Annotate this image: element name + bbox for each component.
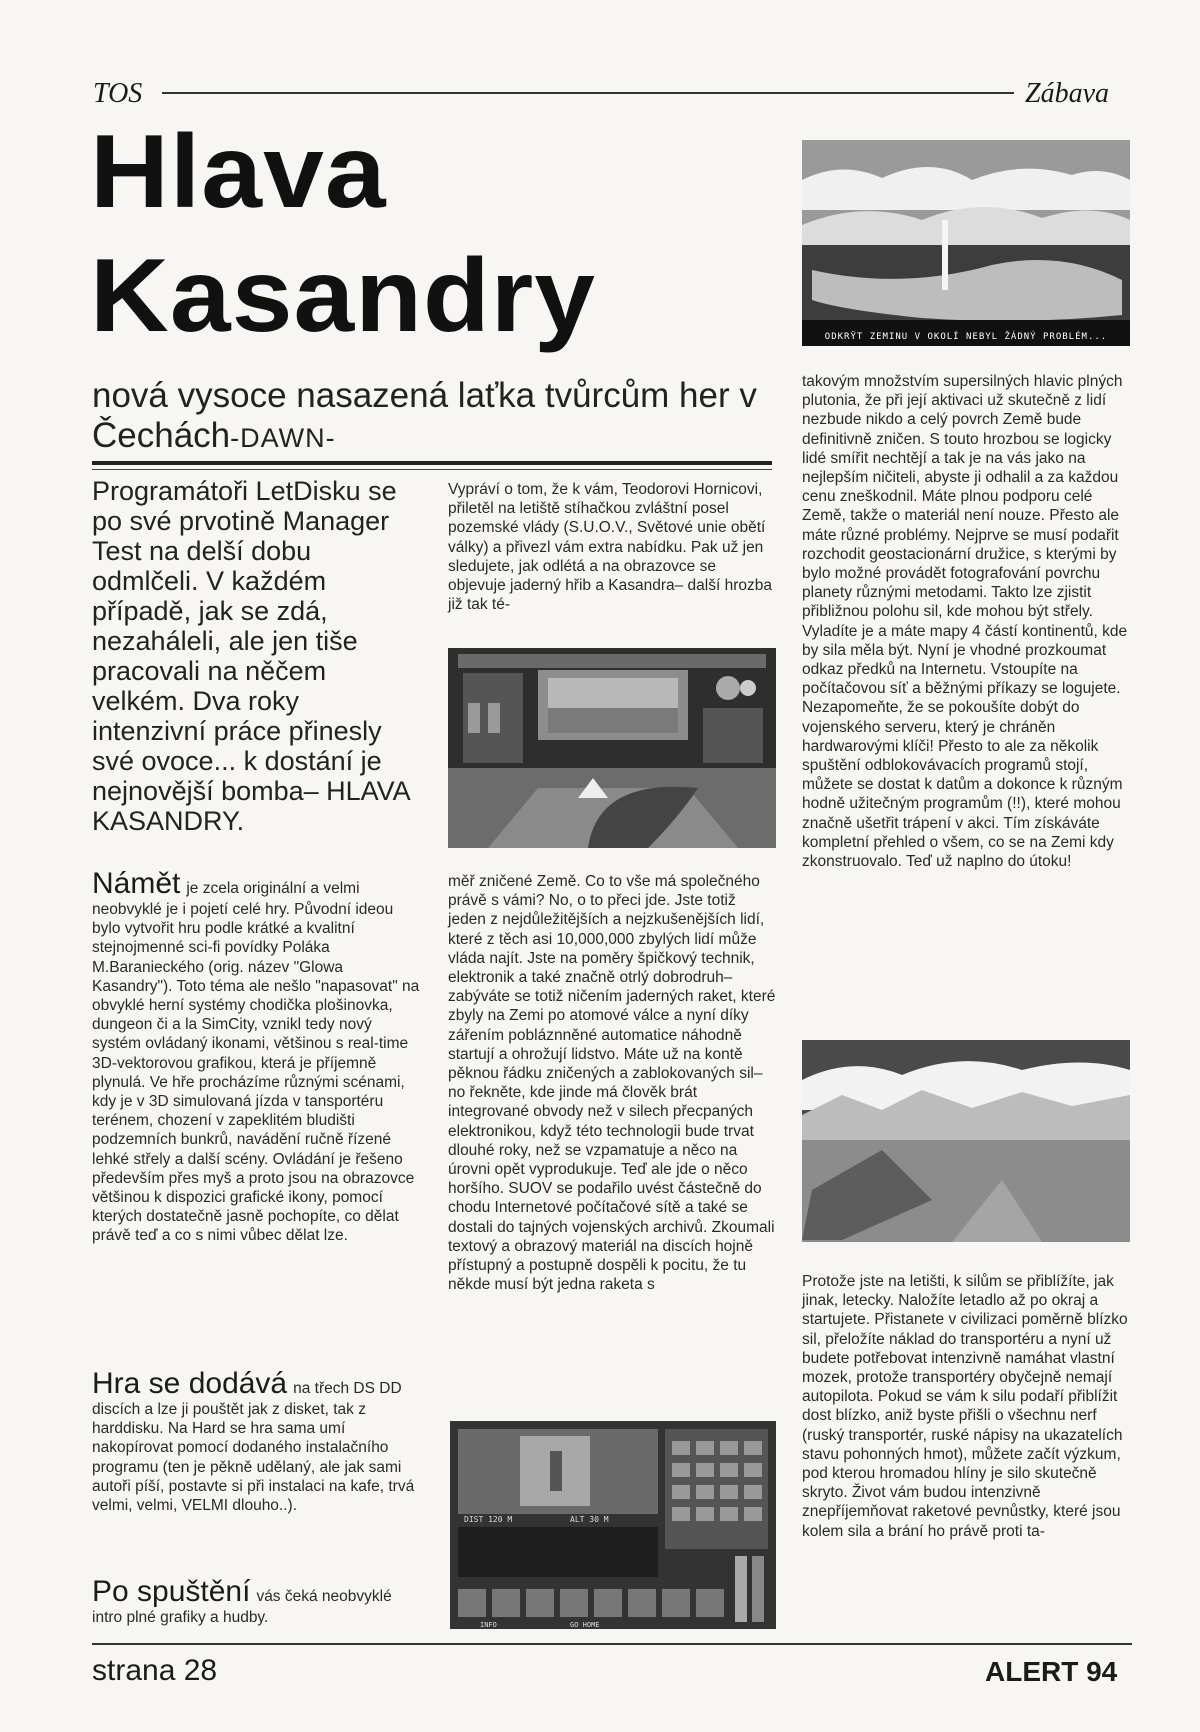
- article-title-line-2: Kasandry: [90, 238, 597, 354]
- footer-rule: [92, 1643, 1132, 1645]
- article-subtitle: [92, 376, 772, 458]
- landscape-illustration: [802, 140, 1130, 346]
- article-title-line-1: Hlava: [90, 114, 387, 230]
- transporter-panel-illustration: [450, 1421, 776, 1629]
- column-3-paragraph-1: takovým množstvím supersilných hlavic plných plutonia, že při její aktivaci už skutečně z lidí nezbude nikdo a celý povrch Země bude definitivně zničen. S touto hrozbou se logicky lidé smířit nechtějí a tak je na vás jako na nejlepším ničiteli, abyste ji odhalil a za každou cenu zneškodnil. Máte plnou podporu celé Země, takže o materiál není nouze. Přesto ale máte různé problémy. Nejprve se musí podařit rozchodit geostacionární družice, s kterými by bylo možné provádět fotografování povrchu planety různými metodami. Takto lze zjistit přibližnou polohu sil, kde mohou být střely. Vyladíte je a máte mapy 4 částí kontinentů, kde by sila měla být. Nyní je vhodné prozkoumat odkaz předků na Internetu. Vstoupíte na počítačovou síť a běžnými příkazy se logujete. Nezapomeňte, že se pokoušíte dobýt do vojenského serveru, který je chráněn hardwarovými klíči! Přesto to ale za několik spuštění odblokovávacích programů stojí, můžete se dostat k datům a dokonce k různým hodně užitečným programům (!!), které mohou značně ušetřit trápení v akci. Tím získáváte kompletní přehled o všem, co se na Zemi kdy zkonstruovalo. Teď už naplno do útoku!: [802, 373, 1128, 871]
- terrain-illustration: [802, 1040, 1130, 1242]
- subtitle-rule-thin: [92, 469, 772, 470]
- column-3-paragraph-2: Protože jste na letišti, k silům se přiblížíte, jak jinak, letecky. Naložíte letadlo až po okraj a startujete. Přistanete v civilizaci poměrně blízko sil, přeložíte náklad do transportéru a nyní už budete potřebovat intenzivně namáhat vlastní mozek, protože transportéry obyčejně nemají autopilota. Pokud se vám k silu podaří přiblížit dost blízko, aniž byste přišli o všechnu nerf (ruský transportér, ruské nápisy na ukazatelích stavu pohonných hmot), můžete začít výzkum, pod kterou hromadou hlíny je silo skutečně skryto. Život vám budou intenzivně znepříjemňovat raketové pevnůstky, které jsou kolem sila a brání ho právě proti ta-: [802, 1273, 1128, 1540]
- info-label: INFO: [480, 1621, 497, 1629]
- header-rule: [162, 92, 1014, 94]
- column-1-paragraph-3: [92, 1576, 422, 1627]
- column-1-paragraph-1: [92, 868, 422, 1246]
- paragraph-lead: Po spuštění: [92, 1575, 251, 1608]
- paragraph-lead: Námět: [92, 867, 181, 900]
- subtitle-rule: [92, 461, 772, 465]
- subtitle-text: nová vysoce nasazená laťka tvůrcům her v Čechách: [92, 376, 757, 455]
- section-label-left: TOS: [93, 78, 143, 109]
- section-label-right: Zábava: [1025, 78, 1109, 109]
- author-tag: -DAWN-: [230, 423, 336, 453]
- dist-readout: DIST 120 M: [464, 1515, 513, 1524]
- article-perex: Programátoři LetDisku se po své prvotině Manager Test na delší dobu odmlčeli. V každém případě, jak se zdá, nezaháleli, ale jen tiše pracovali na něčem velkém. Dva roky intenzivní práce přinesly své ovoce... k dostání je nejnovější bomba– HLAVA KASANDRY.: [92, 476, 410, 836]
- paragraph-text: je zcela originální a velmi neobvyklé je i pojetí celé hry. Původní ideou bylo vytvořit hru podle krátké a kvalitní stejnojmenné sci-fi povídky Poláka M.Baranieckého (orig. název "Glowa Kasandry"). Toto téma ale nešlo "napasovat" na obvyklé herní systémy chodička plošinovka, dungeon či a la SimCity, vznikl tedy nový systém ovládaný ikonami, většinou s real-time 3D-vektorovou grafikou, která je příjemně plynulá. Ve hře procházíme různými scénami, kdy je v 3D simulovaná jízda v tansportéru terénem, chození v zapeklitém bludišti podzemních bunkrů, navádění ručně řízené lehké střely a další scény. Ovládání je řešeno především přes myš a proto jsou na obrazovce většinou k dispozici grafické ikony, pomocí kterých dostatečně jasně pochopíte, co dělat právě teď a co s nimi vůbec dělat lze.: [92, 880, 420, 1245]
- paragraph-text: vás čeká neobvyklé intro plné grafiky a hudby.: [92, 1588, 392, 1626]
- screenshot-transporter-panel: [450, 1421, 776, 1629]
- paragraph-lead: Hra se dodává: [92, 1367, 288, 1400]
- column-2-paragraph-2: měř zničené Země. Co to vše má společného právě s vámi? No, o to přeci jde. Jste totiž jeden z nejdůležitějších a nejzkušenějších lidí, které z těch asi 10,000,000 zbylých lidí může vláda najít. Jste na poměry špičkový technik, elektronik a také značně otrlý dobrodruh– zabýváte se totiž ničením jaderných raket, které zbyly na Zemi po atomové válce a nyní díky zářením pobláznněné automatice náhodně startují a ohrožují lidstvo. Máte už na kontě pěknou řádku zničených a zablokovaných sil– no řekněte, kde jinde má člověk brát integrované obvody než v silech přecpaných elektronikou, když této technologii bude trvat dlouhé roky, než se vzpamatuje a něco na úrovni opět vyprodukuje. Teď ale jde o něco horšího. SUOV se podařilo uvést částečně do chodu Internetové počítačové sítě a také se dostali do tajných vojenských archivů. Zkoumali textový a obrazový materiál na discích hojně přístupný a postupně dospěli k pocitu, že tu někde musí být jedna raketa s: [448, 873, 776, 1294]
- screenshot-terrain: [802, 1040, 1130, 1242]
- go-home-label: GO HOME: [570, 1621, 600, 1629]
- cockpit-illustration: [448, 648, 776, 848]
- column-2-paragraph-1: Vypráví o tom, že k vám, Teodorovi Hornicovi, přiletěl na letiště stíhačkou zvláštní posel pozemské vlády (S.U.O.V., Světové unie obětí války) a přivezl vám extra nabídku. Pak už jen sledujete, jak odlétá a na obrazovce se objevuje jaderný hřib a Kasandra– další hrozba již tak té-: [448, 481, 772, 614]
- screenshot-landscape-rocket: [802, 140, 1130, 346]
- alt-readout: ALT 30 M: [570, 1515, 609, 1524]
- magazine-name: ALERT 94: [985, 1656, 1118, 1687]
- page-number: strana 28: [92, 1654, 218, 1687]
- paragraph-text: na třech DS DD discích a lze ji pouštět jak z disket, tak z harddisku. Na Hard se hra sama umí nakopírovat pomocí dodaného instalačního programu (ten je pěkně udělaný, ale jak sami autoři píší, postavte si při instalaci na kafe, trvá velmi, velmi, VELMI dlouho..).: [92, 1380, 415, 1515]
- screenshot-caption: ODKRŸT ZEMINU V OKOLÍ NEBYL ŽÁDNÝ PROBLÉM...: [824, 332, 1108, 342]
- screenshot-cockpit: [448, 648, 776, 848]
- column-1-paragraph-2: [92, 1368, 422, 1515]
